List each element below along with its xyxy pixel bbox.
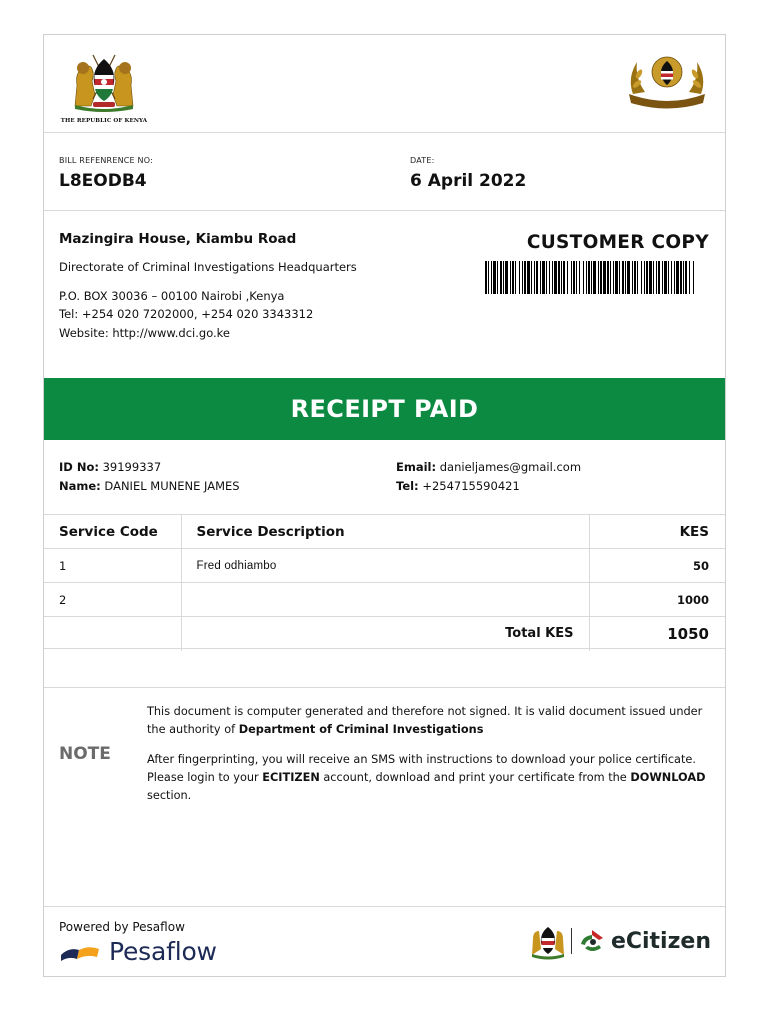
- total-row: [44, 617, 725, 651]
- barcode-bar: [694, 261, 695, 294]
- note-authority-name: Department of Criminal Investigations: [238, 723, 484, 736]
- customer-copy-block: [479, 232, 709, 253]
- customer-left: [59, 458, 240, 495]
- name-label: Name:: [59, 478, 101, 493]
- logo-divider: [571, 928, 572, 954]
- small-coat-of-arms-icon: [529, 921, 567, 961]
- receipt-sheet: [43, 34, 726, 977]
- date-value: 6 April 2022: [410, 171, 527, 191]
- note-text: This document is computer generated and therefore not signed. It is valid document issued under the authority of: [147, 705, 703, 736]
- email-value: danieljames@gmail.com: [436, 460, 582, 474]
- date-label: DATE:: [410, 156, 435, 165]
- police-emblem-icon: [623, 50, 711, 112]
- ecitizen-icon: [579, 928, 605, 954]
- note-text: After fingerprinting, you will receive an SMS with instructions to download your police certificate. Please login to your: [147, 753, 696, 784]
- address-section: [44, 211, 725, 378]
- national-police-service-emblem: [623, 50, 711, 116]
- kenya-coat-of-arms: [59, 51, 149, 124]
- bill-reference: [59, 156, 153, 191]
- total-value: 1050: [589, 617, 725, 651]
- note-paragraph-instructions: [147, 751, 707, 805]
- customer-details: [44, 440, 725, 514]
- name-row: [59, 477, 240, 496]
- service-code-cell: 2: [44, 583, 181, 617]
- column-header-kes: KES: [589, 515, 725, 549]
- service-table: [44, 514, 725, 651]
- coat-of-arms-icon: [71, 51, 137, 113]
- barcode: [485, 261, 697, 294]
- service-description-cell: Fred odhiambo: [181, 549, 589, 583]
- note-section: [44, 688, 725, 906]
- amount-cell: 1000: [589, 583, 725, 617]
- address-block: [59, 231, 479, 342]
- column-header-service-code: Service Code: [44, 515, 181, 549]
- table-row: [44, 549, 725, 583]
- receipt-paid-banner: RECEIPT PAID: [44, 378, 725, 440]
- organization-name: Directorate of Criminal Investigations Headquarters: [59, 260, 357, 274]
- address-title: Mazingira House, Kiambu Road: [59, 231, 297, 247]
- bill-reference-value: L8EODB4: [59, 171, 147, 191]
- column-header-service-description: Service Description: [181, 515, 589, 549]
- divider: [44, 648, 725, 649]
- download-emphasis: DOWNLOAD: [630, 771, 706, 784]
- receipt-footer: [44, 907, 725, 977]
- ecitizen-emphasis: ECITIZEN: [262, 771, 320, 784]
- customer-copy-label: CUSTOMER COPY: [526, 232, 709, 253]
- note-text: account, download and print your certificate from the: [319, 771, 631, 784]
- pesaflow-wordmark: Pesaflow: [109, 937, 217, 966]
- bill-info-row: [44, 133, 725, 210]
- note-body: [147, 703, 707, 817]
- id-label: ID No:: [59, 460, 99, 474]
- tel-row: [396, 477, 581, 496]
- id-value: 39199337: [98, 460, 162, 474]
- note-text: section.: [147, 789, 192, 802]
- arms-caption: THE REPUBLIC OF KENYA: [60, 118, 148, 124]
- email-row: [396, 458, 581, 477]
- pesaflow-logo: [59, 937, 217, 966]
- amount-cell: 50: [589, 549, 725, 583]
- id-number-row: [59, 458, 240, 477]
- tel-value: +254715590421: [418, 478, 520, 493]
- customer-right: [396, 458, 581, 495]
- service-description-cell: [181, 583, 589, 617]
- telephone-numbers: Tel: +254 020 7202000, +254 020 3343312: [59, 307, 314, 321]
- receipt-header: [44, 35, 725, 132]
- service-code-cell: 1: [44, 549, 181, 583]
- name-value: DANIEL MUNENE JAMES: [100, 478, 240, 493]
- ecitizen-wordmark: eCitizen: [610, 928, 711, 954]
- powered-by-label: Powered by Pesaflow: [59, 920, 185, 934]
- total-label: Total KES: [181, 617, 589, 651]
- tel-label: Tel:: [396, 478, 419, 493]
- table-header-row: [44, 515, 725, 549]
- bill-date: [410, 156, 526, 191]
- note-label: NOTE: [59, 744, 111, 764]
- po-box: P.O. BOX 30036 – 00100 Nairobi ,Kenya: [59, 288, 285, 303]
- empty-cell: [44, 617, 181, 651]
- ecitizen-logo: [529, 921, 711, 961]
- note-paragraph-authority: [147, 703, 707, 739]
- bill-reference-label: BILL REFENRENCE NO:: [59, 156, 153, 165]
- table-row: [44, 583, 725, 617]
- email-label: Email:: [396, 460, 437, 474]
- website: Website: http://www.dci.go.ke: [59, 325, 231, 340]
- pesaflow-icon: [59, 941, 101, 963]
